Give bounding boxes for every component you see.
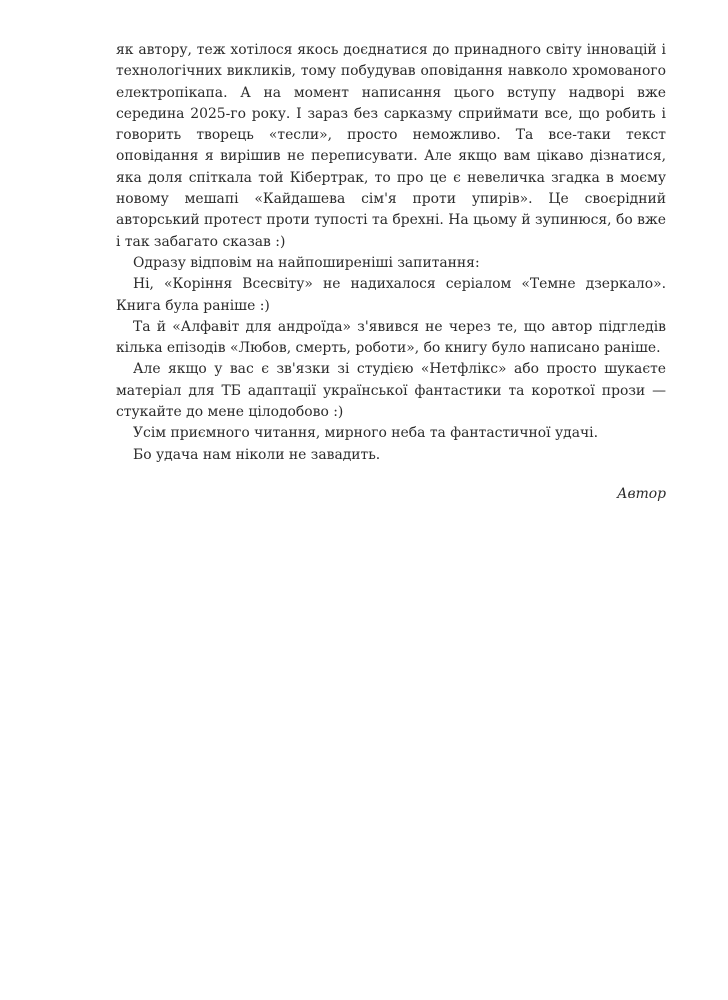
- paragraph-luck: Бо удача нам ніколи не завадить.: [133, 446, 381, 463]
- body-text: [116, 40, 666, 466]
- paragraph-netflix: Але якщо у вас є зв'язки зі студією «Нетфлікс» або просто шукаєте матеріал для ТБ адаптації української фантастики та короткої прози — стукайте до мене цілодобово :): [116, 361, 666, 421]
- paragraph-continuation: як автору, теж хотілося якось доєднатися до принадного світу інновацій і технологічних викликів, тому побудував оповідання навколо хромованого електропікапа. А на момент написання цього вступу надворі вже середина 2025-го року. І зараз без сарказму сприймати все, що робить і говорить творець «тесли», просто неможливо. Та все-таки текст оповідання я вирішив не переписувати. Але якщо вам цікаво дізнатися, яка доля спіткала той Кібертрак, то про це є невеличка згадка в моєму новому мешапі «Кайдашева сім'я проти упирів». Це своєрідний авторський протест проти тупості та брехні. На цьому й зупинюся, бо вже і так забагато сказав :): [116, 42, 666, 250]
- paragraph-questions-intro: Одразу відповім на найпоширеніші запитання:: [133, 254, 480, 271]
- author-signature: Автор: [616, 486, 666, 502]
- paragraph-wishes: Усім приємного читання, мирного неба та фантастичної удачі.: [133, 425, 599, 442]
- paragraph-alphabet-for-android: Та й «Алфавіт для андроїда» з'явився не через те, що автор підгледів кілька епізодів «Любов, смерть, роботи», бо книгу було написано раніше.: [116, 318, 666, 357]
- paragraph-roots-of-universe: Ні, «Коріння Всесвіту» не надихалося серіалом «Темне дзеркало». Книга була раніше :): [116, 276, 666, 314]
